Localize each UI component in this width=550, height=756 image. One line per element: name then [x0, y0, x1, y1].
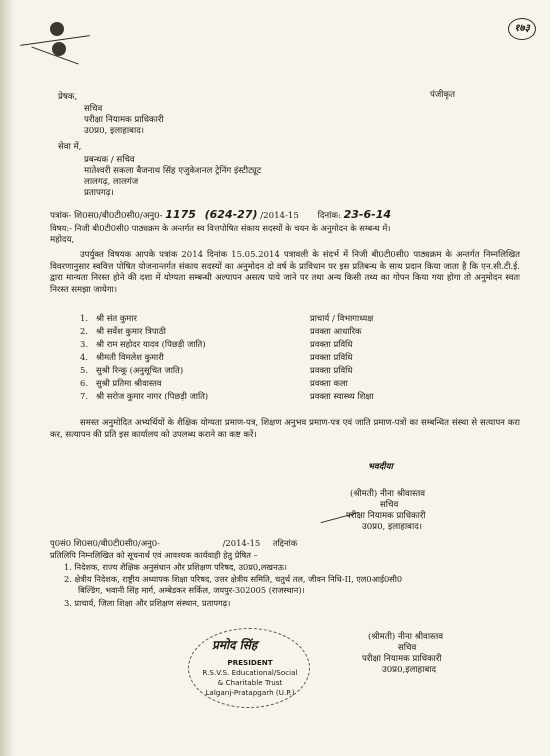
copy-item: बिल्डिंग, भवानी सिंह मार्ग, अम्बेडकर सर्किल, जयपुर-302005 (राजस्थान)। [78, 585, 305, 595]
to-label: सेवा में, [58, 142, 82, 152]
stamp-line: Lalganj-Pratapgarh (U.P.) [205, 688, 295, 697]
ref2-prefix: पृ0सं0 शि0स0/बी0टी0सी0/अनु0- [50, 538, 160, 548]
stamp-signature: प्रमोद सिंह [212, 638, 258, 652]
ref2-year: /2014-15 [222, 538, 261, 548]
list-item: 1. श्री संत कुमार प्राचार्य / विभागाध्यक्ष [80, 313, 374, 323]
from-line: परीक्षा नियामक प्राधिकारी [84, 115, 164, 125]
reference-line [50, 208, 391, 221]
registered-label: पंजीकृत [430, 90, 455, 100]
from-label: प्रेषक, [58, 92, 78, 102]
ref-prefix: पत्रांक- शि0स0/बी0टी0सी0/अनु0- [50, 211, 163, 221]
reference-line-2 [50, 538, 297, 549]
signatory-office: परीक्षा नियामक प्राधिकारी [346, 511, 426, 521]
signatory-office: परीक्षा नियामक प्राधिकारी [362, 654, 442, 664]
copy-item: 1. निदेशक, राज्य शैक्षिक अनुसंधान और प्रशिक्षण परिषद, उ0प्र0,लखनऊ। [64, 562, 288, 572]
copy-item: 2. क्षेत्रीय निदेशक, राष्ट्रीय अध्यापक शिक्षा परिषद, उत्तर क्षेत्रीय समिति, चतुर्थ तल, जीवन निधि-II, एल0आई0सी0 [64, 574, 403, 584]
to-line: लालगढ़, लालगंज [84, 177, 139, 187]
signatory-place: उ0प्र0,इलाहाबाद [382, 665, 437, 675]
ref-number-2: (624-27) [204, 208, 258, 221]
copy-intro: प्रतिलिपि निम्नलिखित को सूचनार्थ एवं आवश्यक कार्यवाही हेतु प्रेषित – [50, 550, 258, 560]
signatory-name: (श्रीमती) नीना श्रीवास्तव [368, 632, 444, 642]
page-number-mark: १७३ [508, 18, 536, 40]
body-paragraph-2: समस्त अनुमोदित अभ्यर्थियों के शैक्षिक योग्यता प्रमाण-पत्र, शिक्षण अनुभव प्रमाण-पत्र एवं जाति प्रमाण-पत्रों का सम्बन्धित संस्था से सत्यापन करा कर, सत्यापन की प्रति इस कार्यालय को उपलब्ध कराने का कष्ट करें। [50, 418, 520, 440]
from-line: सचिव [84, 104, 103, 114]
copy-item: 3. प्राचार्य, जिला शिक्षा और प्रशिक्षण संस्थान, प्रतापगढ़। [64, 598, 231, 608]
ref-date-label: दिनांक: [317, 211, 341, 221]
signatory-title: सचिव [380, 500, 399, 510]
list-item: 3. श्री राम सहोदर यादव (पिछड़ी जाति) प्रवक्ता प्रविधि [80, 339, 353, 349]
punch-hole-icon [50, 22, 64, 36]
list-item: 6. सुश्री प्रतिमा श्रीवास्तव प्रवक्ता कला [80, 378, 348, 388]
list-item: 2. श्री सर्वेश कुमार त्रिपाठी प्रवक्ता आधारिक [80, 326, 362, 336]
salutation: महोदय, [50, 235, 75, 245]
to-line: प्रबन्धक / सचिव [84, 155, 135, 165]
list-item: 7. श्री सरोज कुमार नागर (पिछड़ी जाति) प्रवक्ता स्वास्थ्य शिक्षा [80, 391, 374, 401]
stamp-line: & Charitable Trust [217, 678, 283, 687]
ref-date: 23-6-14 [343, 208, 392, 221]
signatory-name: (श्रीमती) नीना श्रीवास्तव [350, 489, 426, 499]
list-item: 5. सुश्री रिन्कू (अनुसूचित जाति) प्रवक्ता प्रविधि [80, 365, 353, 375]
stamp-line: R.S.V.S. Educational/Social [202, 668, 298, 677]
signatory-place: उ0प्र0, इलाहाबाद। [362, 522, 423, 532]
list-item: 4. श्रीमती विमलेश कुमारी प्रवक्ता प्रविधि [80, 352, 353, 362]
subject-line: विषय:- निजी बी0टी0सी0 पाठ्यक्रम के अन्तर्गत स्व वित्तपोषित संकाय सदस्यों के चयन के अनुमोदन के सम्बन्ध में। [50, 223, 391, 233]
from-line: उ0प्र0, इलाहाबाद। [84, 126, 145, 136]
ref-year: /2014-15 [260, 211, 299, 221]
to-line: मातेश्वरी सकला बैजनाथ सिंह एजुकेशनल ट्रेनिंग इंस्टीट्यूट [84, 166, 262, 176]
ref-number: 1175 [165, 208, 196, 221]
closing: भवदीया [368, 462, 393, 472]
ref2-label: तद्दिनांक [272, 538, 298, 548]
to-line: प्रतापगढ़। [84, 188, 114, 198]
signatory-title: सचिव [398, 643, 417, 653]
stamp-line: PRESIDENT [227, 658, 273, 667]
body-paragraph-1: उपर्युक्त विषयक आपके पत्रांक 2014 दिनांक 15.05.2014 पत्रावली के संदर्भ में निजी बी0टी0सी0 पाठ्यक्रम के अन्तर्गत निम्नलिखित विवरणानुसार स्ववित्त पोषित योजनान्तर्गत संकाय सदस्यों का अनुमोदन दो वर्ष के प्राविधान पर इस प्रतिबन्ध के साथ प्रदान किया जाता है कि एन.सी.टी.ई. द्वारा मान्यता निरस्त होने की दशा में योग्यता सम्बन्धी अल्पापन असत्य पाये जाने पर तथा अन्य किसी तथ्य का गोपन किया गया होगा तो अनुमोदन स्वतः निरस्त समझा जायेगा। [50, 250, 520, 295]
